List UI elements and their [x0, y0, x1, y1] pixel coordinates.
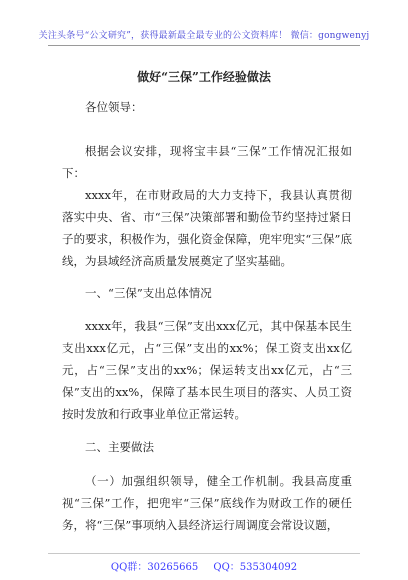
footer-contact: [0, 558, 408, 573]
paragraph-3: （一）加强组织领导，健全工作机制。我县高度重视“三保”工作，把兜牢“三保”底线作为财政工作的硬任务，将“三保”事项纳入县经济运行周调度会常设议题，: [62, 474, 352, 532]
document-title: 做好“三保”工作经验做法: [137, 70, 271, 84]
footer-divider: [48, 553, 360, 554]
header-banner: 关注头条号“公文研究”，获得最新最全最专业的公文资料库！ 微信：gongwenyj: [38, 31, 370, 41]
header-divider: [48, 45, 360, 46]
paragraph-2: xxxx年，我县“三保”支出xxx亿元，其中保基本民生支出xxx亿元，占“三保”支出的xx%；保工资支出xx亿元，占“三保”支出的xx%；保运转支出xx亿元，占“三保”支出的xx%，保障了基本民生项目的落实、人员工资按时发放和行政事业单位正常运转。: [62, 319, 352, 421]
salutation: 各位领导：: [85, 100, 143, 114]
paragraph-1: xxxx年，在市财政局的大力支持下，我县认真贯彻落实中央、省、市“三保”决策部署和勤俭节约坚持过紧日子的要求，积极作为，强化资金保障，兜牢兜实“三保”底线，为县域经济高质量发展奠定了坚实基础。: [62, 188, 352, 268]
intro-paragraph: 根据会议安排，现将宝丰县“三保”工作情况汇报如下：: [62, 144, 352, 180]
heading-1: 一、“三保”支出总体情况: [85, 286, 212, 300]
footer-qq: QQ：535304092: [213, 562, 298, 573]
heading-2: 二、主要做法: [85, 440, 154, 454]
footer-qq-group: QQ群：30265665: [110, 562, 199, 573]
